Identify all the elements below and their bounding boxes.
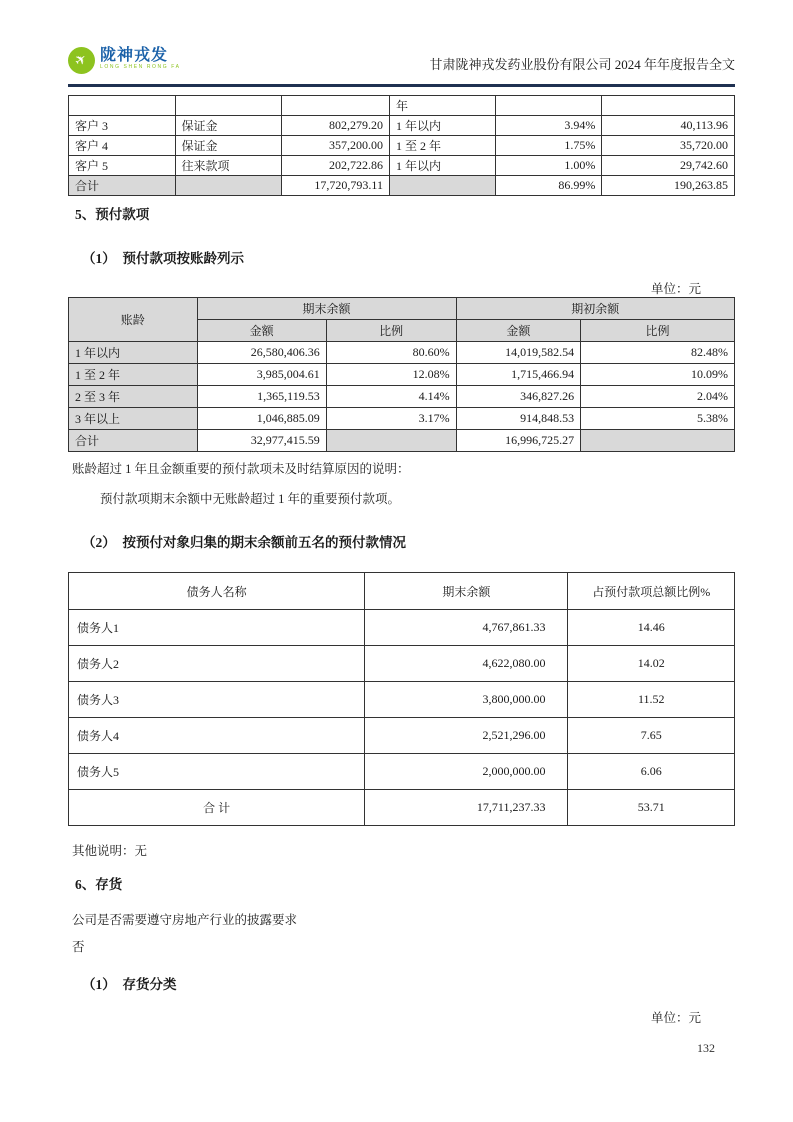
table-cell: 7.65 — [568, 718, 735, 754]
page-number: 132 — [697, 1041, 715, 1055]
table-row — [69, 96, 735, 116]
table-cell: 190,263.85 — [602, 176, 735, 196]
table-cell: 债务人3 — [69, 682, 365, 718]
table-cell: 保证金 — [175, 136, 282, 156]
table-cell: 4.14% — [326, 386, 456, 408]
table-cell: 10.09% — [581, 364, 735, 386]
table-row — [69, 718, 735, 754]
table-cell: 80.60% — [326, 342, 456, 364]
carryover-table — [68, 95, 735, 196]
table-cell: 客户 5 — [69, 156, 176, 176]
table-cell: 1 年以内 — [389, 156, 495, 176]
table-cell: 1 年以内 — [69, 342, 198, 364]
table-cell: 合计 — [69, 430, 198, 452]
table-cell: 29,742.60 — [602, 156, 735, 176]
table-cell — [602, 96, 735, 116]
top5-prepayment-table — [68, 572, 735, 826]
table-cell: 82.48% — [581, 342, 735, 364]
brand-name-cn: 陇神戎发 — [100, 47, 169, 64]
table-cell: 保证金 — [175, 116, 282, 136]
section-6-1-heading: （1） 存货分类 — [82, 977, 177, 992]
table-row — [69, 386, 735, 408]
table-cell — [389, 176, 495, 196]
section-6-question: 公司是否需要遵守房地产行业的披露要求 — [72, 913, 298, 927]
table-cell: 53.71 — [568, 790, 735, 826]
aging-note-title: 账龄超过 1 年且金额重要的预付款项未及时结算原因的说明： — [72, 462, 410, 476]
header-divider — [68, 84, 735, 87]
section-5-heading: 5、预付款项 — [75, 207, 150, 222]
table-row — [69, 408, 735, 430]
table-cell: 26,580,406.36 — [197, 342, 326, 364]
unit-label-1: 单位：元 — [650, 282, 701, 296]
table-row — [69, 790, 735, 826]
table-row — [69, 646, 735, 682]
table-row — [69, 176, 735, 196]
table-row — [69, 364, 735, 386]
brand-block — [100, 47, 181, 71]
section-6-heading: 6、存货 — [75, 877, 123, 892]
table-cell: 2 至 3 年 — [69, 386, 198, 408]
aging-note-body: 预付款项期末余额中无账龄超过 1 年的重要预付款项。 — [100, 492, 401, 506]
aging-col-ratio-end: 比例 — [326, 320, 456, 342]
aging-col-ratio-begin: 比例 — [581, 320, 735, 342]
table-cell: 3,800,000.00 — [365, 682, 568, 718]
table-cell: 14,019,582.54 — [456, 342, 581, 364]
table-cell: 债务人2 — [69, 646, 365, 682]
table-cell: 17,720,793.11 — [282, 176, 390, 196]
table-cell: 2.04% — [581, 386, 735, 408]
table-cell: 17,711,237.33 — [365, 790, 568, 826]
aging-group-beginning: 期初余额 — [456, 298, 734, 320]
table-cell: 年 — [389, 96, 495, 116]
table-cell — [175, 96, 282, 116]
table-cell: 合 计 — [69, 790, 365, 826]
table-row — [69, 682, 735, 718]
table-cell: 3.94% — [495, 116, 602, 136]
top5-header-row — [69, 573, 735, 610]
table-cell: 1 年以内 — [389, 116, 495, 136]
top5-col-ratio: 占预付款项总额比例% — [568, 573, 735, 610]
table-cell: 1,715,466.94 — [456, 364, 581, 386]
table-cell — [282, 96, 390, 116]
table-row — [69, 136, 735, 156]
table-cell: 1 至 2 年 — [69, 364, 198, 386]
report-title: 甘肃陇神戎发药业股份有限公司 2024 年年度报告全文 — [429, 57, 735, 72]
aging-col-age: 账龄 — [69, 298, 198, 342]
table-cell: 14.46 — [568, 610, 735, 646]
table-cell — [495, 96, 602, 116]
table-cell: 6.06 — [568, 754, 735, 790]
table-cell — [175, 176, 282, 196]
table-cell: 914,848.53 — [456, 408, 581, 430]
table-cell: 3 年以上 — [69, 408, 198, 430]
table-cell: 2,000,000.00 — [365, 754, 568, 790]
logo-glyph: ✈ — [71, 50, 91, 70]
unit-label-2: 单位：元 — [650, 1011, 701, 1025]
table-cell: 11.52 — [568, 682, 735, 718]
aging-col-amount-begin: 金额 — [456, 320, 581, 342]
table-cell: 债务人4 — [69, 718, 365, 754]
table-cell — [581, 430, 735, 452]
table-cell: 4,767,861.33 — [365, 610, 568, 646]
table-row — [69, 430, 735, 452]
section-6-answer: 否 — [72, 940, 85, 954]
table-cell: 35,720.00 — [602, 136, 735, 156]
table-cell: 346,827.26 — [456, 386, 581, 408]
table-cell: 5.38% — [581, 408, 735, 430]
table-row — [69, 116, 735, 136]
table-cell: 14.02 — [568, 646, 735, 682]
table-cell: 1.75% — [495, 136, 602, 156]
table-cell: 86.99% — [495, 176, 602, 196]
table-cell: 客户 4 — [69, 136, 176, 156]
aging-table — [68, 297, 735, 452]
table-cell: 1,046,885.09 — [197, 408, 326, 430]
section-5-2-heading: （2） 按预付对象归集的期末余额前五名的预付款情况 — [82, 535, 406, 550]
brand-name-en: LONG SHEN RONG FA — [100, 64, 181, 70]
table-cell: 1,365,119.53 — [197, 386, 326, 408]
table-cell: 202,722.86 — [282, 156, 390, 176]
top5-col-balance: 期末余额 — [365, 573, 568, 610]
table-cell: 3,985,004.61 — [197, 364, 326, 386]
section-5-1-heading: （1） 预付款项按账龄列示 — [82, 251, 244, 266]
aging-header-row-1 — [69, 298, 735, 320]
top5-col-debtor: 债务人名称 — [69, 573, 365, 610]
aging-col-amount-end: 金额 — [197, 320, 326, 342]
table-cell: 客户 3 — [69, 116, 176, 136]
table-cell: 357,200.00 — [282, 136, 390, 156]
table-cell: 1 至 2 年 — [389, 136, 495, 156]
company-logo — [68, 47, 181, 74]
table-cell: 债务人1 — [69, 610, 365, 646]
table-cell — [326, 430, 456, 452]
table-row — [69, 610, 735, 646]
table-row — [69, 342, 735, 364]
table-cell — [69, 96, 176, 116]
table-cell: 32,977,415.59 — [197, 430, 326, 452]
table-row — [69, 156, 735, 176]
table-cell: 16,996,725.27 — [456, 430, 581, 452]
table-cell: 往来款项 — [175, 156, 282, 176]
table-cell: 合计 — [69, 176, 176, 196]
other-note: 其他说明：无 — [72, 844, 148, 858]
table-cell: 40,113.96 — [602, 116, 735, 136]
table-cell: 债务人5 — [69, 754, 365, 790]
table-cell: 12.08% — [326, 364, 456, 386]
table-cell: 2,521,296.00 — [365, 718, 568, 754]
table-cell: 4,622,080.00 — [365, 646, 568, 682]
table-cell: 1.00% — [495, 156, 602, 176]
table-cell: 802,279.20 — [282, 116, 390, 136]
aging-group-ending: 期末余额 — [197, 298, 456, 320]
table-cell: 3.17% — [326, 408, 456, 430]
logo-bird-icon — [68, 47, 95, 74]
table-row — [69, 754, 735, 790]
